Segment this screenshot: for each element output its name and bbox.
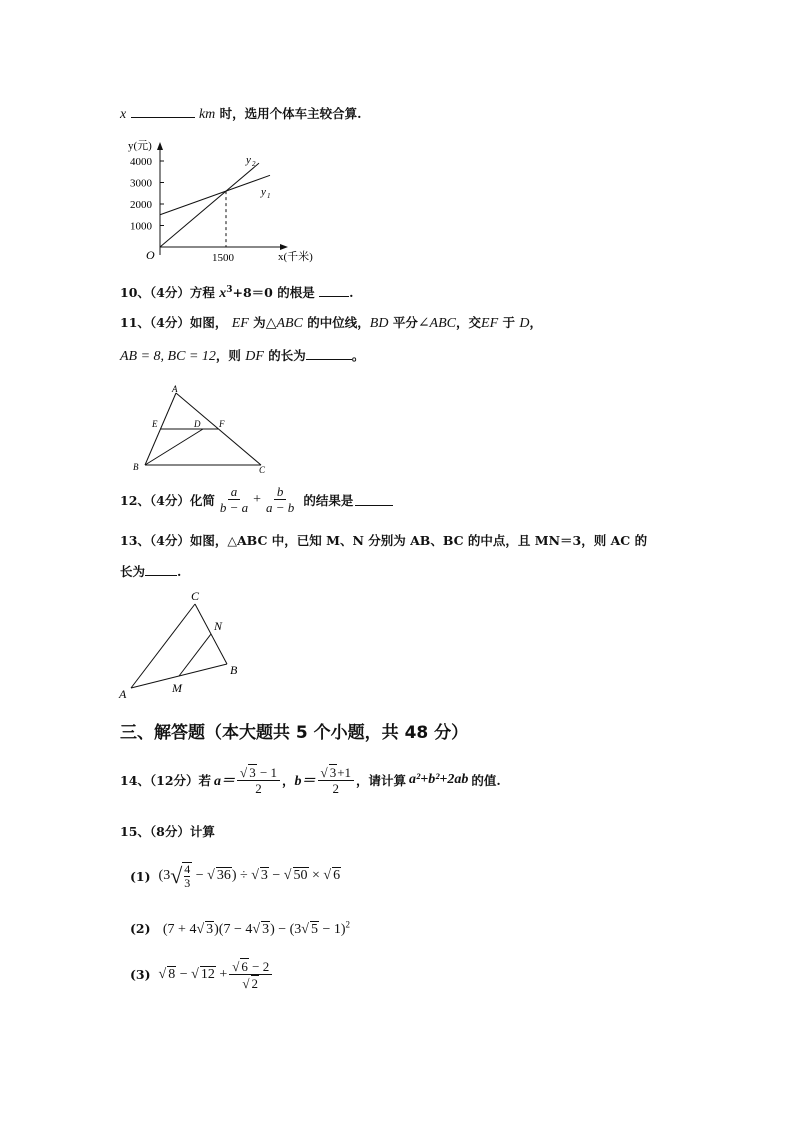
q14-a-rad: 3	[249, 765, 256, 780]
q12-num: 12、（4分）化简	[120, 492, 215, 508]
q11-line1	[120, 313, 542, 332]
q15-p2-label: (2)	[130, 920, 151, 936]
q11-angle: ∠ABC	[417, 316, 456, 331]
q14	[120, 764, 501, 796]
series-line-y1	[160, 175, 270, 214]
section-3-title: 三、解答题（本大题共 5 个小题，共 48 分）	[120, 723, 469, 743]
origin-label: O	[146, 248, 155, 262]
q9-blank	[131, 105, 195, 118]
q11-label-a: A	[172, 384, 178, 394]
q15-title: 15、（8分）计算	[120, 824, 215, 839]
q15-p2-rad1: 3	[206, 921, 214, 937]
q15-p2-sup: 2	[345, 919, 351, 929]
q12-frac2-den: a − b	[266, 500, 295, 515]
q10-rest: +8＝0 的根是	[232, 285, 315, 300]
q11-label-e: E	[152, 419, 158, 429]
q12-blank	[355, 493, 393, 506]
q14-expr: a²+b²+2ab	[409, 772, 469, 787]
q10	[120, 283, 353, 302]
x-tick-label: 1500	[212, 252, 234, 264]
q11-abc: △ABC	[265, 316, 303, 331]
q15-p3-label: (3)	[130, 967, 151, 982]
y-tick-label: 1000	[130, 220, 152, 233]
q11-df: DF	[245, 349, 264, 364]
q13-line2	[120, 562, 181, 580]
series-label-y2: y	[246, 154, 251, 166]
q13-triangle-figure	[115, 588, 250, 700]
q11-label-c: C	[259, 465, 266, 473]
q14-sep: ，	[282, 773, 295, 788]
x-axis-label: x(千米)	[278, 251, 313, 263]
q13-label-c: C	[191, 589, 200, 603]
q12-frac2-num: b	[274, 484, 287, 500]
q13-blank	[145, 563, 177, 576]
q13-line1: 13、（4分）如图，△ABC 中，已知 M、N 分别为 AB、BC 的中点，且 MN＝3，则 AC 的	[120, 533, 648, 548]
cost-line-chart	[120, 135, 330, 270]
q12-plus: +	[253, 491, 262, 507]
q15-part2	[130, 919, 350, 938]
q12-frac1	[217, 484, 251, 515]
q12	[120, 484, 393, 515]
q15-p2-rad2: 3	[262, 921, 270, 937]
q14-end: 的值.	[471, 773, 501, 788]
q11-d: D	[519, 316, 530, 331]
q14-frac-b-num: √ 3+1	[318, 764, 354, 781]
q14-frac-a-den: 2	[255, 781, 262, 796]
q15-p2-d: − 1)	[318, 921, 346, 937]
q11-bd: BD	[369, 316, 389, 331]
q15-p2-b: )(7 − 4	[214, 921, 253, 937]
series-label-y2-sub: 2	[252, 160, 256, 168]
q11-ef2: EF	[481, 316, 499, 331]
q13-label-b: B	[230, 663, 238, 677]
q9-unit: km	[198, 107, 216, 122]
q9-text: 时，选用个体车主较合算.	[219, 106, 362, 121]
q14-frac-a	[237, 764, 280, 796]
q11-triangle-figure	[128, 383, 273, 473]
q15-p2-rad3: 5	[310, 921, 318, 937]
q14-frac-a-num: √ 3 − 1	[237, 764, 280, 781]
q14-text: ，请计算	[356, 773, 407, 788]
q15-p1-label: (1)	[130, 868, 151, 884]
q12-text: 的结果是	[303, 492, 354, 508]
q14-num: 14、（12分）若	[120, 773, 212, 788]
q11-end: 。	[351, 348, 365, 363]
q11-t3: 平分	[392, 315, 418, 330]
q14-b-eq: b＝	[294, 774, 316, 789]
q11-label-b: B	[133, 462, 139, 472]
q15-p3-frac: $\frac{√ 6 - 2}{√ 2}$	[229, 958, 272, 991]
q11-t6: ，	[529, 315, 542, 330]
y-tick-label: 3000	[130, 177, 152, 190]
q10-end: .	[349, 285, 354, 300]
q12-frac2	[263, 484, 297, 515]
q11-t8: 的长为	[268, 348, 306, 363]
q13-label-m: M	[172, 681, 182, 695]
series-line-y2	[160, 163, 259, 247]
q15-p2-expr: (7 + 4√ 3)(7 − 4√ 3) − (3√ 5 − 1)$^2$	[162, 919, 351, 937]
q11-blank	[306, 347, 352, 360]
q12-frac1-num: a	[228, 484, 241, 500]
q13-end: .	[177, 564, 182, 579]
q14-b-rad: 3	[329, 765, 337, 780]
q11-t1: 为	[253, 315, 266, 330]
y-axis-arrow-icon	[157, 142, 163, 150]
q13-line2-text: 长为	[120, 564, 146, 579]
series-label-y1-sub: 1	[267, 192, 271, 200]
q11-t2: 的中位线，	[307, 315, 370, 330]
y-tick-label: 2000	[130, 199, 152, 211]
q14-frac-b-den: 2	[332, 781, 340, 796]
q11-label-f: F	[219, 419, 225, 429]
q15-part1	[130, 862, 341, 890]
q10-blank	[319, 284, 349, 297]
q11-line2	[120, 346, 364, 365]
q9-var: x	[120, 107, 127, 122]
q10-var: x	[219, 286, 227, 301]
q13-label-n: N	[214, 619, 223, 633]
q11-label-d: D	[194, 419, 201, 429]
q11-t5: 于	[502, 315, 515, 330]
q15-p2-a: (7 + 4	[162, 921, 197, 937]
q11-t7: ，则	[215, 348, 241, 363]
q14-frac-b	[318, 764, 354, 796]
y-axis-label: y(元)	[128, 140, 152, 152]
q13-label-a: A	[119, 687, 127, 700]
q11-ef: EF	[231, 316, 249, 331]
q14-a-eq: a＝	[214, 774, 236, 789]
q15-p2-c: ) − (3	[270, 921, 302, 937]
q11-t4: ，交	[456, 315, 482, 330]
q14-b-rest: +1	[337, 765, 352, 780]
q11-num: 11、（4分）如图，	[120, 315, 228, 330]
q9-tail	[120, 104, 361, 123]
q15-part3	[130, 958, 274, 991]
q10-sup: 3	[226, 284, 233, 295]
q14-a-rest: − 1	[256, 765, 278, 780]
y-tick-label: 4000	[130, 156, 152, 168]
x-axis-arrow-icon	[280, 244, 288, 250]
q11-given: AB = 8, BC = 12	[120, 349, 216, 364]
series-label-y1: y	[261, 186, 266, 198]
q15-p1-expr: (3√ $\frac{4}{3}$ − √ 36) ÷ √ 3 − √ 50 × √ 6	[158, 862, 341, 890]
q12-frac1-den: b − a	[219, 500, 249, 515]
q15-p3-expr: √ 8 − √ 12 +	[158, 967, 228, 982]
q10-num: 10、（4分）方程	[120, 285, 215, 300]
